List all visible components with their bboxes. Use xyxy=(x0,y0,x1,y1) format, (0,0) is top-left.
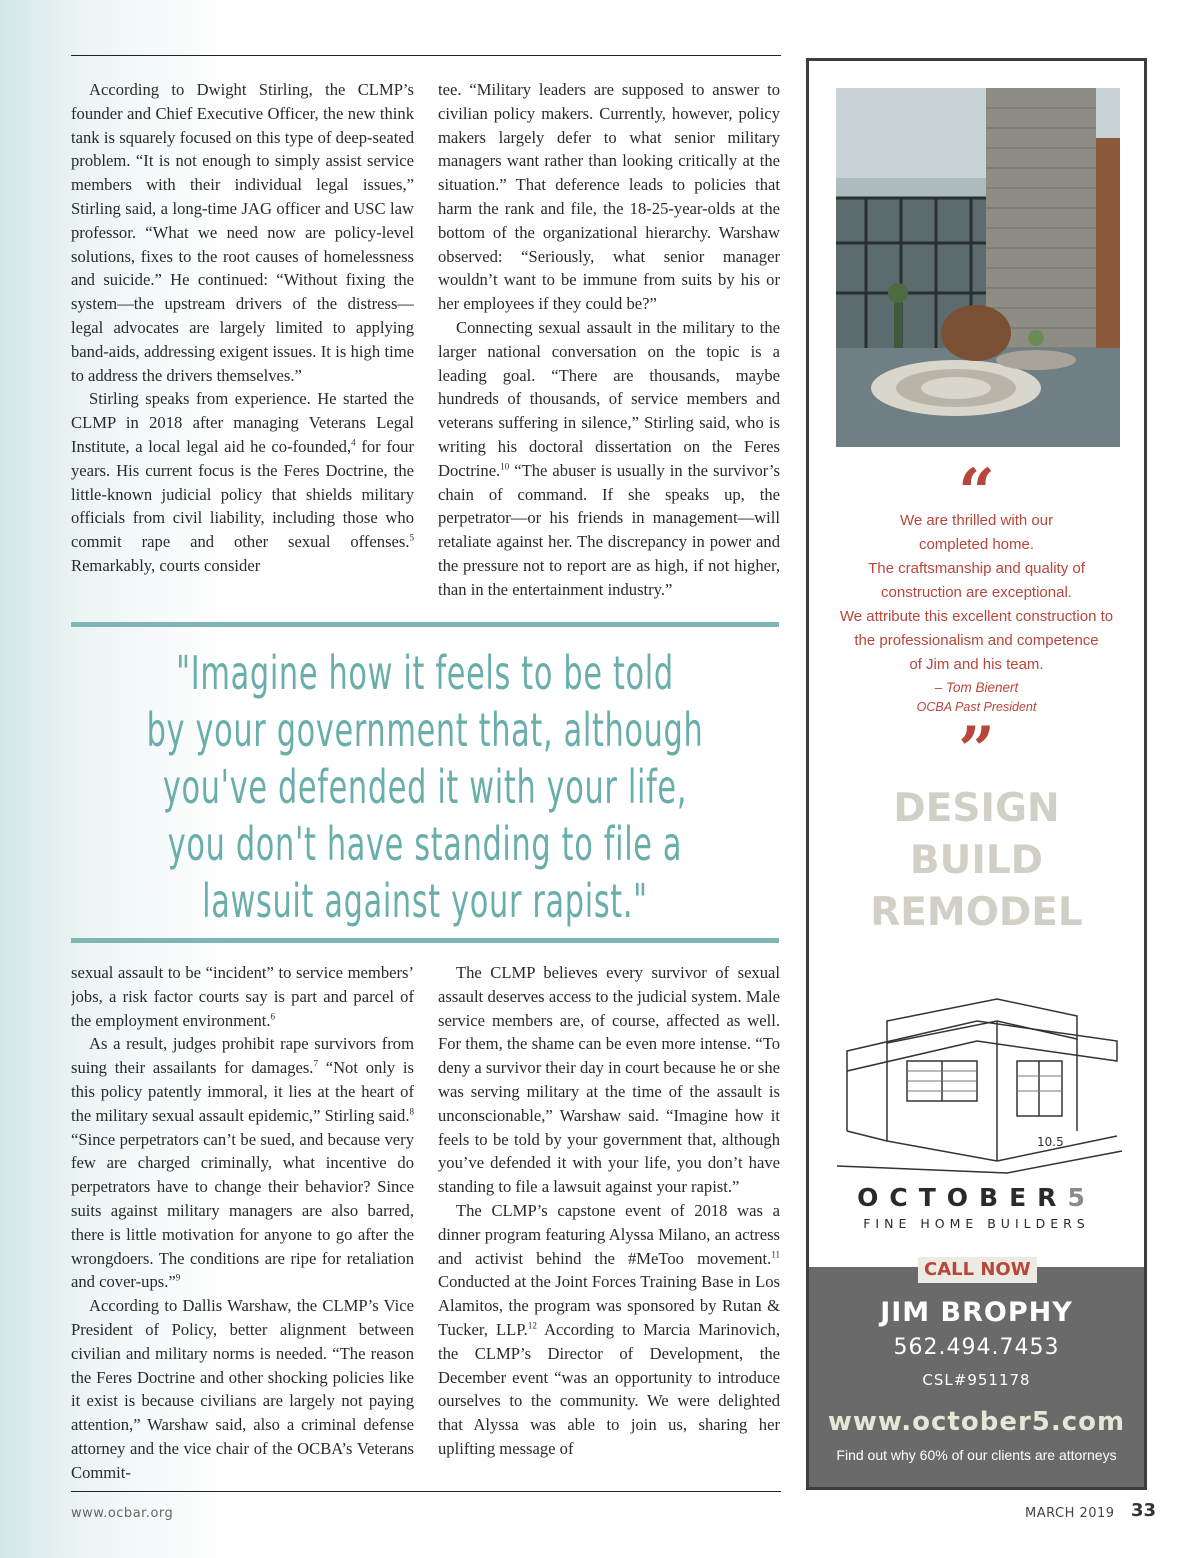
pull-quote-line: lawsuit against your rapist." xyxy=(202,874,648,928)
contact-license: CSL#951178 xyxy=(922,1371,1031,1389)
contact-phone[interactable]: 562.494.7453 xyxy=(893,1335,1060,1360)
testimonial-line: completed home. xyxy=(918,536,1035,553)
paragraph: According to Dwight Stirling, the CLMP’s founder and Chief Executive Officer, the new think tank is squarely focused on this type of deep-seated problem. “It is not enough to simply assist service members with their individual legal issues,” Stirling said, a long-time JAG officer and USC law professor. “What we need now are policy-level solutions, fixes to the root causes of homelessness and suicide.” He continued: “Without fixing the system—the upstream drivers of the distress—legal advocates are largely limited to applying band-aids, addressing exigent issues. It is high time to address the drivers themselves.” xyxy=(71,80,414,385)
top-rule xyxy=(71,55,781,56)
paragraph: According to Dallis Warshaw, the CLMP’s Vice President of Policy, better alignment between civilian and military norms is needed. “The reason the Feres Doctrine and other shocking policies like it exist is because civilians are largely not paying attention,” Warshaw said, also a criminal defense attorney and the vice chair of the OCBA’s Veterans Commit- xyxy=(71,1296,414,1482)
testimonial-line: the professionalism and competence xyxy=(854,632,1099,649)
testimonial-line: construction are exceptional. xyxy=(881,584,1072,601)
testimonial-author: – Tom Bienert xyxy=(934,680,1019,695)
ad-footer-line: Find out why 60% of our clients are attorneys xyxy=(836,1447,1117,1463)
article-column-bottom-left xyxy=(71,961,414,1486)
testimonial-line: We attribute this excellent construction to xyxy=(839,608,1114,625)
bottom-rule xyxy=(71,1491,781,1492)
brand-name: OCTOBER xyxy=(857,1183,1068,1212)
testimonial-line: We are thrilled with our xyxy=(899,512,1054,529)
tagline-word: BUILD xyxy=(909,838,1044,883)
ad-tagline xyxy=(809,783,1144,939)
house-sketch-illustration xyxy=(827,961,1127,1181)
testimonial xyxy=(809,509,1144,715)
paragraph: The CLMP believes every survivor of sexual assault deserves access to the judicial system. Male service members are, of course, affected as well. For them, the shame can be even more intense. “To deny a survivor their day in court because he or she was serving military at the time of the assault is unconscionable,” Warshaw said. “Imagine how it feels to be told by your government that, although you’ve defended it with your life, you don’t have standing to file a lawsuit against your rapist.” xyxy=(438,963,780,1197)
pull-quote xyxy=(71,645,779,935)
pull-quote-line: you don't have standing to file a xyxy=(167,817,683,871)
brand-subtitle: FINE HOME BUILDERS xyxy=(863,1216,1090,1231)
testimonial-line: of Jim and his team. xyxy=(909,656,1044,673)
article-column-bottom-right xyxy=(438,961,780,1486)
pull-quote-top-rule xyxy=(71,622,779,627)
testimonial-line: The craftsmanship and quality of xyxy=(868,560,1085,577)
open-quote-icon: “ xyxy=(958,455,995,530)
footer-issue: MARCH 2019 xyxy=(1025,1506,1115,1521)
pull-quote-bottom-rule xyxy=(71,938,779,943)
call-now-badge: CALL NOW xyxy=(918,1257,1037,1283)
tagline-word: REMODEL xyxy=(870,890,1083,935)
paragraph: Stirling speaks from experience. He started the CLMP in 2018 after managing Veterans Legal Institute, a local legal aid he co-founded,$^4$ for four years. His current focus is the Feres Doctrine, the little-known judicial policy that shields military officials from civil liability, including those who commit rape and other sexual offenses.$^5$ Remarkably, courts consider xyxy=(71,389,414,575)
ad-website-link[interactable]: www.october5.com xyxy=(827,1407,1126,1437)
paragraph: tee. “Military leaders are supposed to answer to civilian policy makers. Currently, however, policy makers largely defer to what senior military managers want rather than looking critically at the situation.” That deference leads to policies that harm the rank and file, the 18-25-year-olds at the bottom of the organizational hierarchy. Warshaw observed: “Seriously, what senior manager wouldn’t want to be immune from suits by his or her employees if they could be?” xyxy=(438,80,780,314)
testimonial-author-title: OCBA Past President xyxy=(916,700,1037,714)
sketch-label: 10.5 xyxy=(1037,1135,1064,1149)
paragraph: Connecting sexual assault in the military to the larger national conversation on the topic is a leading goal. “There are thousands, maybe hundreds of thousands, of service members and veterans suffering in silence,” Stirling said, who is writing his doctoral dissertation on the Feres Doctrine.$^{10}$ “The abuser is usually in the survivor’s chain of command. If she speaks up, the perpetrator—or his friends in management—will retaliate against her. The discrepancy in power and the pressure not to report are as high, if not higher, than in the entertainment industry.” xyxy=(438,317,780,599)
paragraph: The CLMP’s capstone event of 2018 was a dinner program featuring Alyssa Milano, an actress and activist behind the #MeToo movement.$^{11}$ Conducted at the Joint Forces Training Base in Los Alamitos, the program was sponsored by Rutan & Tucker, LLP.$^{12}$ According to Marcia Marinovich, the CLMP’s Director of Development, the December event “was an opportunity to introduce ourselves to the community. We were delighted that Alyssa was able to join us, sharing her uplifting message of xyxy=(438,1200,780,1458)
tagline-word: DESIGN xyxy=(893,786,1060,831)
page-number: 33 xyxy=(1131,1500,1157,1521)
pull-quote-line: "Imagine how it feels to be told xyxy=(176,646,674,700)
footer-site-link[interactable]: www.ocbar.org xyxy=(71,1506,174,1521)
article-column-top-right xyxy=(438,78,780,603)
patio-photo-illustration xyxy=(836,88,1120,447)
contact-name: JIM BROPHY xyxy=(880,1297,1073,1328)
pull-quote-line: by your government that, although xyxy=(146,703,704,757)
pull-quote-line: you've defended it with your life, xyxy=(162,760,688,814)
ad-photo xyxy=(836,88,1120,447)
advertisement xyxy=(806,58,1147,1490)
close-quote-icon: ” xyxy=(958,713,995,788)
article-column-top-left xyxy=(71,78,414,603)
brand-digit: 5 xyxy=(1067,1183,1096,1212)
brand-logo xyxy=(809,1183,1144,1213)
paragraph: As a result, judges prohibit rape survivors from suing their assailants for damages.$^7$ “Not only is this policy patently immoral, it lies at the heart of the military sexual assault epidemic,” Stirling said.$^8$ “Since perpetrators can’t be sued, and because very few are charged criminally, what incentive do perpetrators have to change their behavior? Since suits against military managers are also barred, there is little motivation for anyone to go after the wrongdoers. The conditions are ripe for retaliation and cover-ups.”$^9$ xyxy=(71,1034,414,1292)
paragraph: sexual assault to be “incident” to service members’ jobs, a risk factor courts say is part and parcel of the employment environment.$^6$ xyxy=(71,963,414,1030)
